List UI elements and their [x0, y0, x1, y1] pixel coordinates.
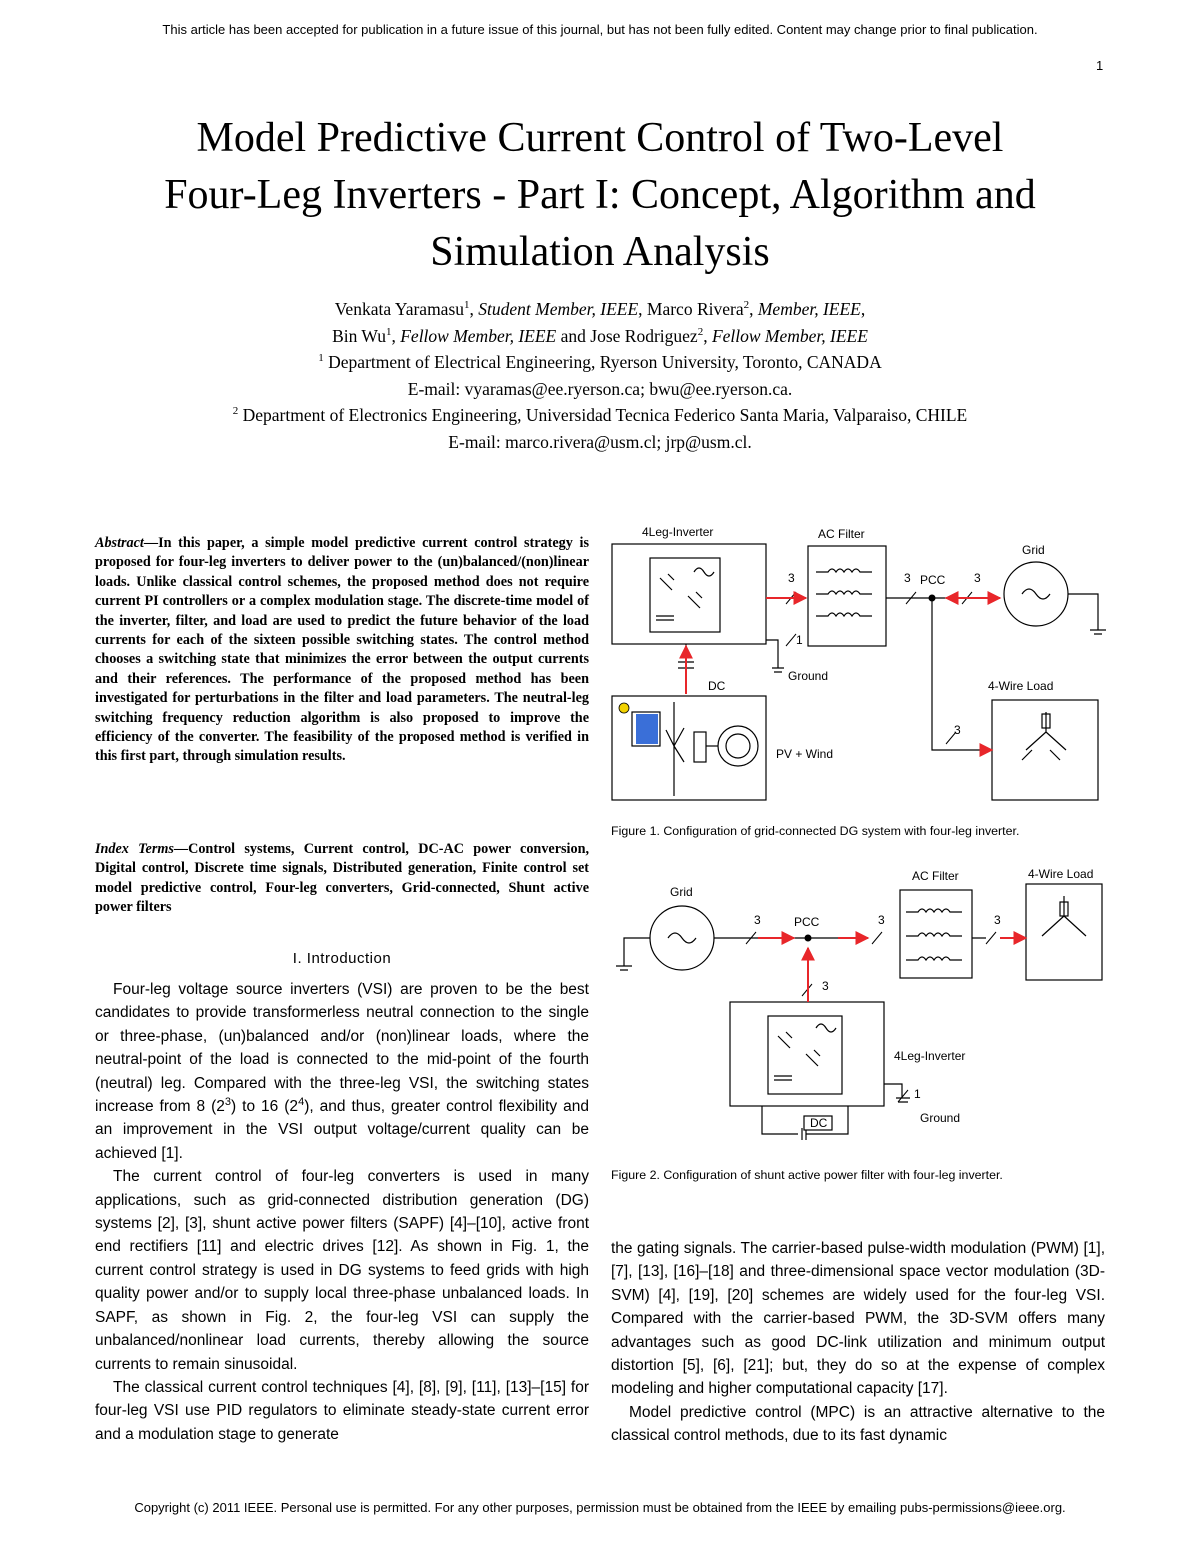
paragraph: The classical current control techniques [4], [8], [9], [11], [13]–[15] for four-leg VSI use PID regulators to eliminate steady-state current error and a modulation stage to generate: [95, 1378, 589, 1443]
inverter-switch-box: [650, 558, 720, 632]
index-terms-lead: Index Terms: [95, 841, 174, 857]
affiliation-text: Department of Electronics Engineering, Universidad Tecnica Federico Santa Maria, Valparaiso, CHILE: [242, 405, 968, 425]
label-pcc: PCC: [920, 573, 946, 587]
author-name: Jose Rodriguez: [590, 325, 698, 346]
title-line-3: Simulation Analysis: [430, 229, 770, 275]
author-line-2: Bin Wu$^1$, Fellow Member, IEEE and Jose Rodriguez$^2$, Fellow Member, IEEE: [332, 325, 868, 346]
label-wires-1: 1: [914, 1087, 921, 1101]
label-grid: Grid: [1022, 543, 1045, 557]
inverter-switch-box: [768, 1016, 842, 1094]
conjunction: and: [560, 325, 586, 346]
label-dc: DC: [708, 679, 726, 693]
affiliation-marker: 2: [743, 299, 750, 312]
affiliation-marker: 2: [697, 325, 704, 338]
paragraph: The current control of four-leg converters is used in many applications, such as grid-connected distribution generation (DG) systems [2], [3], shunt active power filters (SAPF) [4]–[10], active front end rectifiers [11] and electric drives [12]. As shown in Fig. 1, the current control strategy is used in DG systems to feed grids with high quality power and/or to supply local three-phase unbalanced loads. In SAPF, as shown in Fig. 2, the four-leg VSI can supply the unbalanced/nonlinear load currents, thereby allowing the source currents to remain sinusoidal.: [95, 1168, 589, 1373]
author-name: Marco Rivera: [646, 299, 744, 319]
author-line-1: Venkata Yaramasu$^1$, Student Member, IEEE, Marco Rivera$^2$, Member, IEEE,: [334, 299, 866, 319]
generator-circle: [718, 726, 758, 766]
label-wires-1: 1: [796, 633, 803, 647]
label-pcc: PCC: [794, 915, 820, 929]
paragraph: [95, 978, 589, 1165]
title-line-1: Model Predictive Current Control of Two-Level: [196, 115, 1004, 161]
intro-left-column: [95, 978, 589, 1446]
figure-2-diagram: [608, 862, 1108, 1152]
superscript: 4: [298, 1095, 305, 1108]
affiliation-1: [40, 349, 1160, 376]
pcc-node: [929, 595, 936, 602]
label-load: 4-Wire Load: [988, 679, 1054, 693]
gearbox: [694, 732, 706, 762]
author-block: [40, 296, 1160, 455]
label-ground: Ground: [920, 1111, 961, 1125]
load-box: [992, 700, 1098, 800]
label-inverter: 4Leg-Inverter: [642, 525, 714, 539]
affiliation-marker: 1: [464, 299, 470, 312]
affiliation-marker: 1: [385, 325, 392, 338]
author-role: Fellow Member, IEEE: [400, 325, 557, 346]
email-1: E-mail: vyaramas@ee.ryerson.ca; bwu@ee.ryerson.ca.: [407, 378, 793, 399]
author-name: Venkata Yaramasu: [334, 299, 465, 319]
acceptance-banner: This article has been accepted for publication in a future issue of this journal, but has not been fully edited. Content may change prior to final publication.: [162, 22, 1038, 37]
paragraph-text: Four-leg voltage source inverters (VSI) are proven to be the best candidates to provide transformerless neutral connection to the single or three-phase, (un)balanced and/or (non)linear loads, where the neutral-point of the load is connected to the mid-point of the fourth (neutral) leg. Compared with the three-leg VSI, the switching states increase from 8 (2: [95, 981, 589, 1116]
inverter-box: [730, 1002, 884, 1106]
label-grid: Grid: [670, 885, 693, 899]
label-inverter: 4Leg-Inverter: [894, 1049, 966, 1063]
figure-2-caption: Figure 2. Configuration of shunt active power filter with four-leg inverter.: [611, 1168, 1003, 1182]
paper-title: [40, 110, 1160, 281]
label-dc: DC: [810, 1116, 828, 1130]
affiliation-marker: 1: [318, 352, 324, 365]
label-load: 4-Wire Load: [1028, 867, 1094, 881]
paragraph-text: ) to 16 (2: [231, 1098, 299, 1116]
paragraph-text: ), and thus, greater control flexibility and an improvement in the VSI output voltage/current quality can be achieved [1].: [95, 1098, 590, 1162]
paragraph: Model predictive control (MPC) is an attractive alternative to the classical control methods, due to its fast dynamic: [611, 1403, 1105, 1445]
paragraph: the gating signals. The carrier-based pulse-width modulation (PWM) [1], [7], [13], [16]–[18] and three-dimensional space vector modulation (3D-SVM) [4], [19], [20] schemes are widely used for the four-leg VSI. Compared with the carrier-based PWM, the 3D-SVM offers many advantages such as good DC-link utilization and minimum output distortion [5], [6], [21]; but, they do so at the expense of complex modeling and higher computational capacity [17].: [611, 1240, 1105, 1398]
email-2: E-mail: marco.rivera@usm.cl; jrp@usm.cl.: [448, 431, 752, 452]
label-wires-3: 3: [788, 571, 795, 585]
label-wires-3: 3: [994, 913, 1001, 927]
inverter-box: [612, 544, 766, 644]
index-terms-text: —Control systems, Current control, DC-AC power conversion, Digital control, Discrete time signals, Distributed generation, Finite control set model predictive control, Four-leg converters, Grid-connected, Shunt active power filters: [95, 841, 590, 916]
label-wires-3: 3: [754, 913, 761, 927]
author-role: Member, IEEE: [757, 299, 861, 319]
sun-icon: [619, 703, 629, 713]
author-role: Student Member, IEEE: [478, 299, 639, 319]
abstract: [95, 534, 589, 767]
label-pv-wind: PV + Wind: [776, 747, 834, 761]
label-ground: Ground: [788, 669, 829, 683]
figure-1-diagram: [608, 516, 1108, 816]
author-name: Bin Wu: [332, 325, 386, 346]
label-wires-3: 3: [904, 571, 911, 585]
abstract-lead: Abstract: [95, 535, 144, 551]
figure-1-caption: Figure 1. Configuration of grid-connected DG system with four-leg inverter.: [611, 824, 1020, 838]
affiliation-marker: 2: [232, 405, 239, 418]
label-wires-3: 3: [822, 979, 829, 993]
section-heading: I. Introduction: [292, 950, 392, 967]
label-ac-filter: AC Filter: [912, 869, 959, 883]
pcc-node: [805, 935, 812, 942]
superscript: 3: [224, 1095, 232, 1108]
page-number: 1: [1096, 58, 1104, 73]
ac-filter-box: [808, 546, 886, 646]
label-wires-3: 3: [974, 571, 981, 585]
label-wires-3: 3: [954, 723, 961, 737]
solar-cells: [636, 714, 658, 744]
label-ac-filter: AC Filter: [818, 527, 865, 541]
affiliation-2: [40, 402, 1160, 429]
copyright-footer: Copyright (c) 2011 IEEE. Personal use is permitted. For any other purposes, permission must be obtained from the IEEE by emailing pubs-permissions@ieee.org.: [134, 1500, 1066, 1515]
label-wires-3: 3: [878, 913, 885, 927]
index-terms: [95, 840, 589, 918]
abstract-text: —In this paper, a simple model predictive current control strategy is proposed for four-leg inverters to deliver power to the (un)balanced/(non)linear loads. Unlike classical control schemes, the proposed method does not require current PI controllers or a complex modulation stage. The discrete-time model of the inverter, filter, and load are used to predict the future behavior of the load currents for each of the sixteen possible switching states. The control method chooses a switching state that minimizes the error between the output currents and their references. The performance of the proposed method has been investigated for perturbations in the filter and load parameters. The neutral-leg switching frequency reduction algorithm is also proposed to improve the efficiency of the converter. The feasibility of the proposed method is verified in this first part, through simulation results.: [95, 535, 589, 765]
affiliation-text: Department of Electrical Engineering, Ryerson University, Toronto, CANADA: [328, 352, 882, 372]
title-line-2: Four-Leg Inverters - Part I: Concept, Algorithm and: [164, 172, 1036, 218]
author-role: Fellow Member, IEEE: [711, 325, 868, 346]
intro-right-column: [611, 1237, 1105, 1448]
